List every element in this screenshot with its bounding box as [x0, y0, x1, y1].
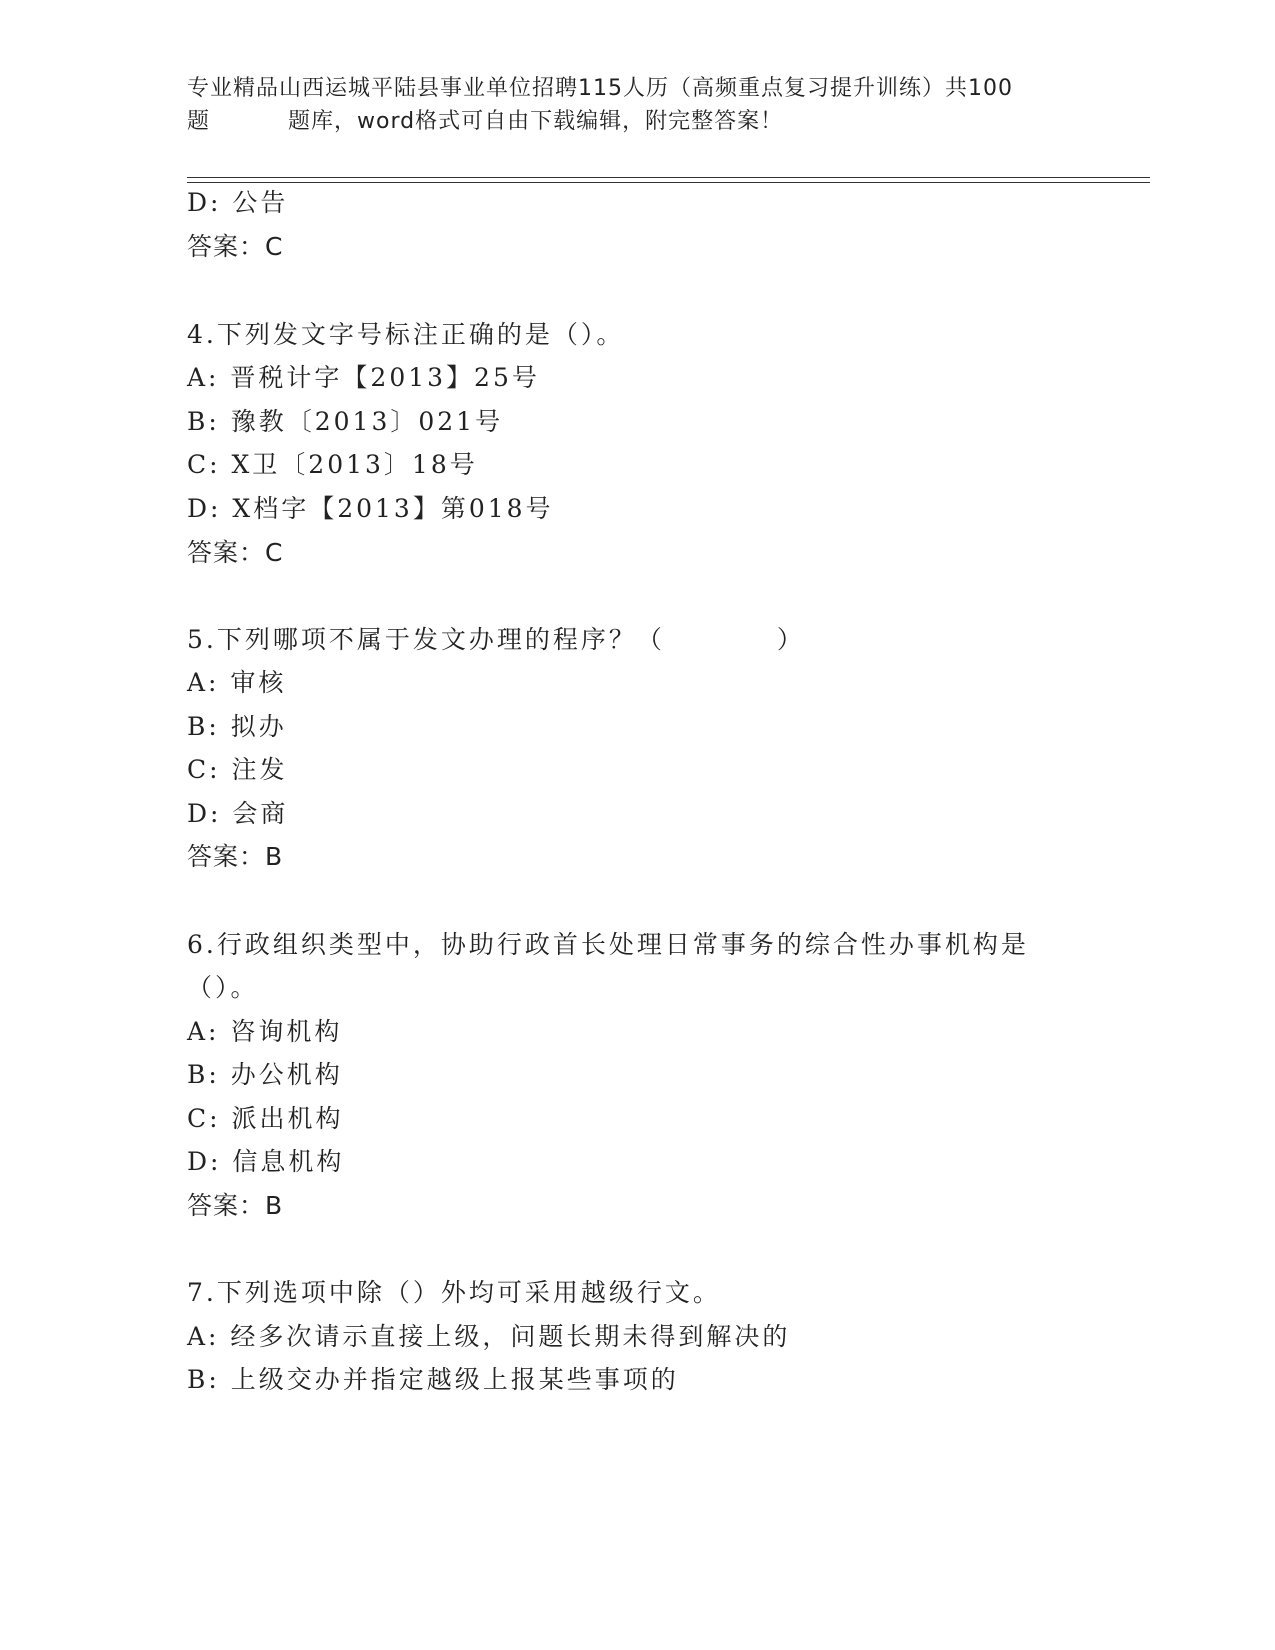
option-a: A: 经多次请示直接上级，问题长期未得到解决的 — [187, 1322, 791, 1351]
question-6-continued: （）。 — [187, 973, 259, 1002]
option-d: D: 会商 — [187, 799, 289, 828]
option-b: B: 上级交办并指定越级上报某些事项的 — [187, 1365, 679, 1394]
question-7: 7.下列选项中除（）外均可采用越级行文。 — [187, 1278, 721, 1307]
answer-line: 答案：B — [187, 842, 284, 871]
option-c: C: 注发 — [187, 755, 288, 784]
header-line-2-start: 题 — [187, 109, 211, 134]
header-line-2-rest: 题库，word格式可自由下载编辑，附完整答案！ — [288, 109, 784, 134]
option-a: A: 咨询机构 — [187, 1017, 343, 1046]
header-divider-bottom — [187, 182, 1150, 183]
header-divider-top — [187, 177, 1150, 178]
option-d: D: 信息机构 — [187, 1147, 345, 1176]
option-c: C: X卫〔2013〕18号 — [187, 450, 478, 479]
option-b: B: 办公机构 — [187, 1060, 343, 1089]
header-line-1: 专业精品山西运城平陆县事业单位招聘115人历（高频重点复习提升训练）共100 — [187, 76, 1013, 101]
page-header — [187, 72, 1087, 138]
question-6: 6.行政组织类型中，协助行政首长处理日常事务的综合性办事机构是 — [187, 930, 1029, 959]
answer-line: 答案：C — [187, 232, 284, 261]
option-d: D: X档字【2013】第018号 — [187, 494, 554, 523]
question-4: 4.下列发文字号标注正确的是（）。 — [187, 320, 625, 349]
question-5: 5.下列哪项不属于发文办理的程序？（ ） — [187, 625, 805, 654]
answer-line: 答案：B — [187, 1191, 284, 1220]
option-a: A: 审核 — [187, 668, 287, 697]
answer-line: 答案：C — [187, 538, 284, 567]
option-d: D: 公告 — [187, 188, 289, 217]
option-c: C: 派出机构 — [187, 1104, 344, 1133]
header-line-2 — [187, 105, 1087, 138]
option-b: B: 豫教〔2013〕021号 — [187, 407, 504, 436]
option-a: A: 晋税计字【2013】25号 — [187, 363, 540, 392]
option-b: B: 拟办 — [187, 712, 287, 741]
